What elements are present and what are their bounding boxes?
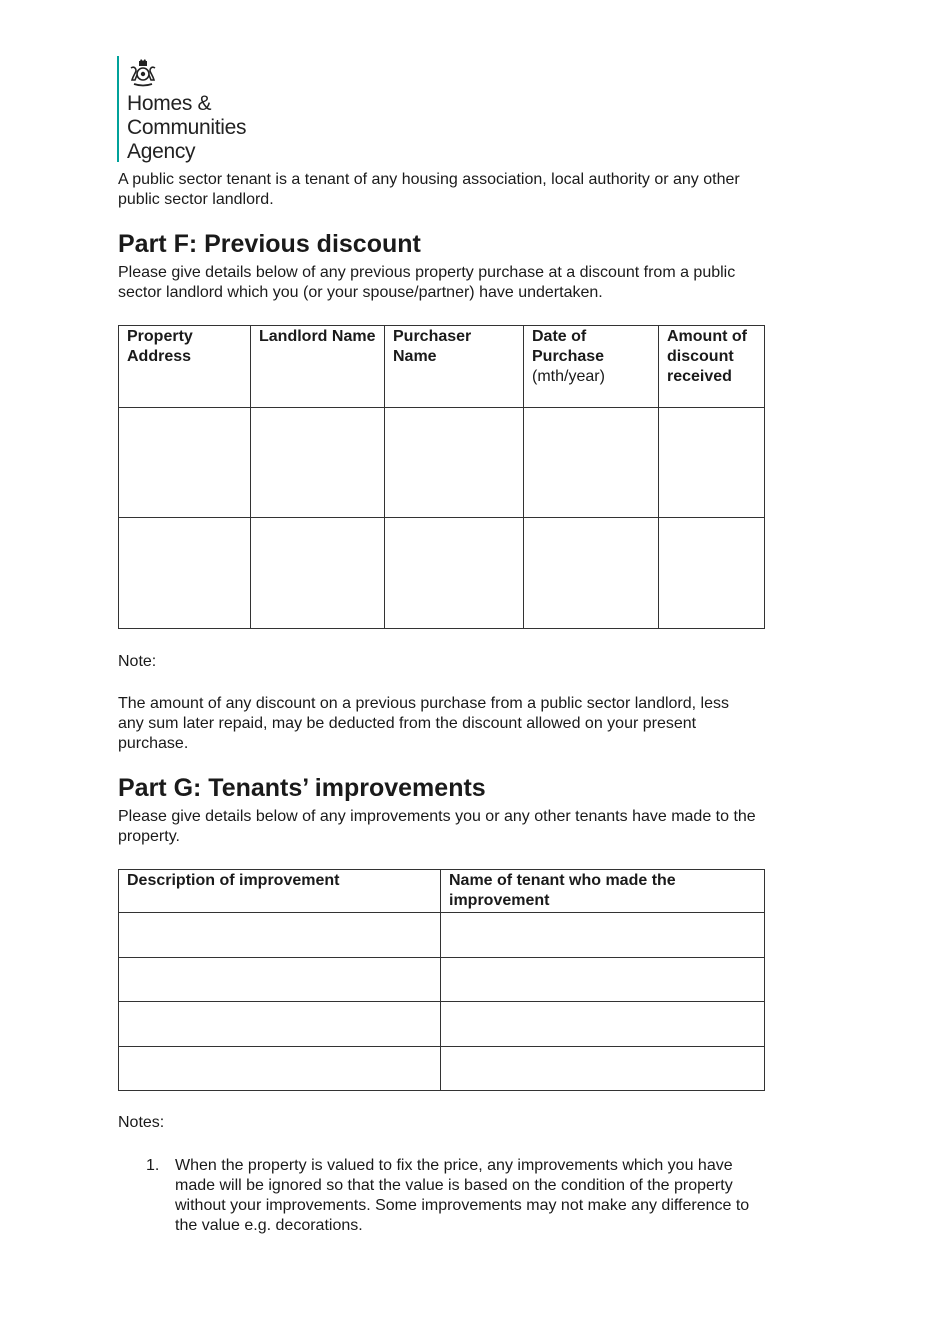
input-cell-tenant-name[interactable] bbox=[441, 1002, 765, 1047]
table-row bbox=[119, 408, 765, 518]
part-f-description: Please give details below of any previous property purchase at a discount from a public sector landlord which you (or your spouse/partner) have undertaken. bbox=[118, 264, 736, 301]
notes-label: Notes: bbox=[118, 1114, 165, 1131]
list-item-text: When the property is valued to fix the price, any improvements which you have made will be ignored so that the value is based on the condition of the property without your improvements. Some improvements may not make any difference to the value e.g. decorations. bbox=[175, 1157, 750, 1234]
column-header-landlord-name: Landlord Name bbox=[251, 326, 385, 408]
column-header-date-of-purchase: Date of Purchase (mth/year) bbox=[524, 326, 659, 408]
input-cell-landlord-name[interactable] bbox=[251, 408, 385, 518]
input-cell-purchaser-name[interactable] bbox=[385, 518, 524, 629]
input-cell-description[interactable] bbox=[119, 1047, 441, 1091]
input-cell-amount-of-discount[interactable] bbox=[659, 408, 765, 518]
note-label: Note: bbox=[118, 653, 157, 670]
improvements-table bbox=[118, 869, 765, 1091]
column-header-amount-of-discount: Amount of discount received bbox=[659, 326, 765, 408]
input-cell-purchaser-name[interactable] bbox=[385, 408, 524, 518]
table-row bbox=[119, 1002, 765, 1047]
input-cell-property-address[interactable] bbox=[119, 518, 251, 629]
column-header-purchaser-name: Purchaser Name bbox=[385, 326, 524, 408]
table-header-row bbox=[119, 870, 765, 913]
logo-line: Agency bbox=[127, 140, 196, 163]
list-item-number: 1. bbox=[146, 1157, 160, 1174]
logo-line: Homes & bbox=[127, 92, 212, 115]
input-cell-tenant-name[interactable] bbox=[441, 958, 765, 1002]
table-row bbox=[119, 518, 765, 629]
intro-paragraph: A public sector tenant is a tenant of any housing association, local authority or any other public sector landlord. bbox=[118, 171, 740, 208]
input-cell-date-of-purchase[interactable] bbox=[524, 408, 659, 518]
part-g-heading: Part G: Tenants’ improvements bbox=[118, 774, 486, 802]
column-header-description: Description of improvement bbox=[119, 870, 441, 913]
logo-accent-bar bbox=[117, 56, 119, 162]
note-text: The amount of any discount on a previous purchase from a public sector landlord, less any sum later repaid, may be deducted from the discount allowed on your present purchase. bbox=[118, 695, 729, 752]
royal-crest-icon bbox=[128, 58, 158, 88]
column-header-tenant-name: Name of tenant who made the improvement bbox=[441, 870, 765, 913]
input-cell-date-of-purchase[interactable] bbox=[524, 518, 659, 629]
input-cell-description[interactable] bbox=[119, 958, 441, 1002]
input-cell-landlord-name[interactable] bbox=[251, 518, 385, 629]
part-f-heading: Part F: Previous discount bbox=[118, 230, 421, 258]
input-cell-description[interactable] bbox=[119, 913, 441, 958]
logo-line: Communities bbox=[127, 116, 247, 139]
input-cell-tenant-name[interactable] bbox=[441, 1047, 765, 1091]
input-cell-tenant-name[interactable] bbox=[441, 913, 765, 958]
table-row bbox=[119, 958, 765, 1002]
column-header-property-address: Property Address bbox=[119, 326, 251, 408]
previous-discount-table bbox=[118, 325, 765, 629]
table-header-row bbox=[119, 326, 765, 408]
input-cell-property-address[interactable] bbox=[119, 408, 251, 518]
table-row bbox=[119, 913, 765, 958]
input-cell-description[interactable] bbox=[119, 1002, 441, 1047]
input-cell-amount-of-discount[interactable] bbox=[659, 518, 765, 629]
logo-text bbox=[127, 92, 246, 164]
table-row bbox=[119, 1047, 765, 1091]
part-g-description: Please give details below of any improvements you or any other tenants have made to the property. bbox=[118, 808, 756, 845]
